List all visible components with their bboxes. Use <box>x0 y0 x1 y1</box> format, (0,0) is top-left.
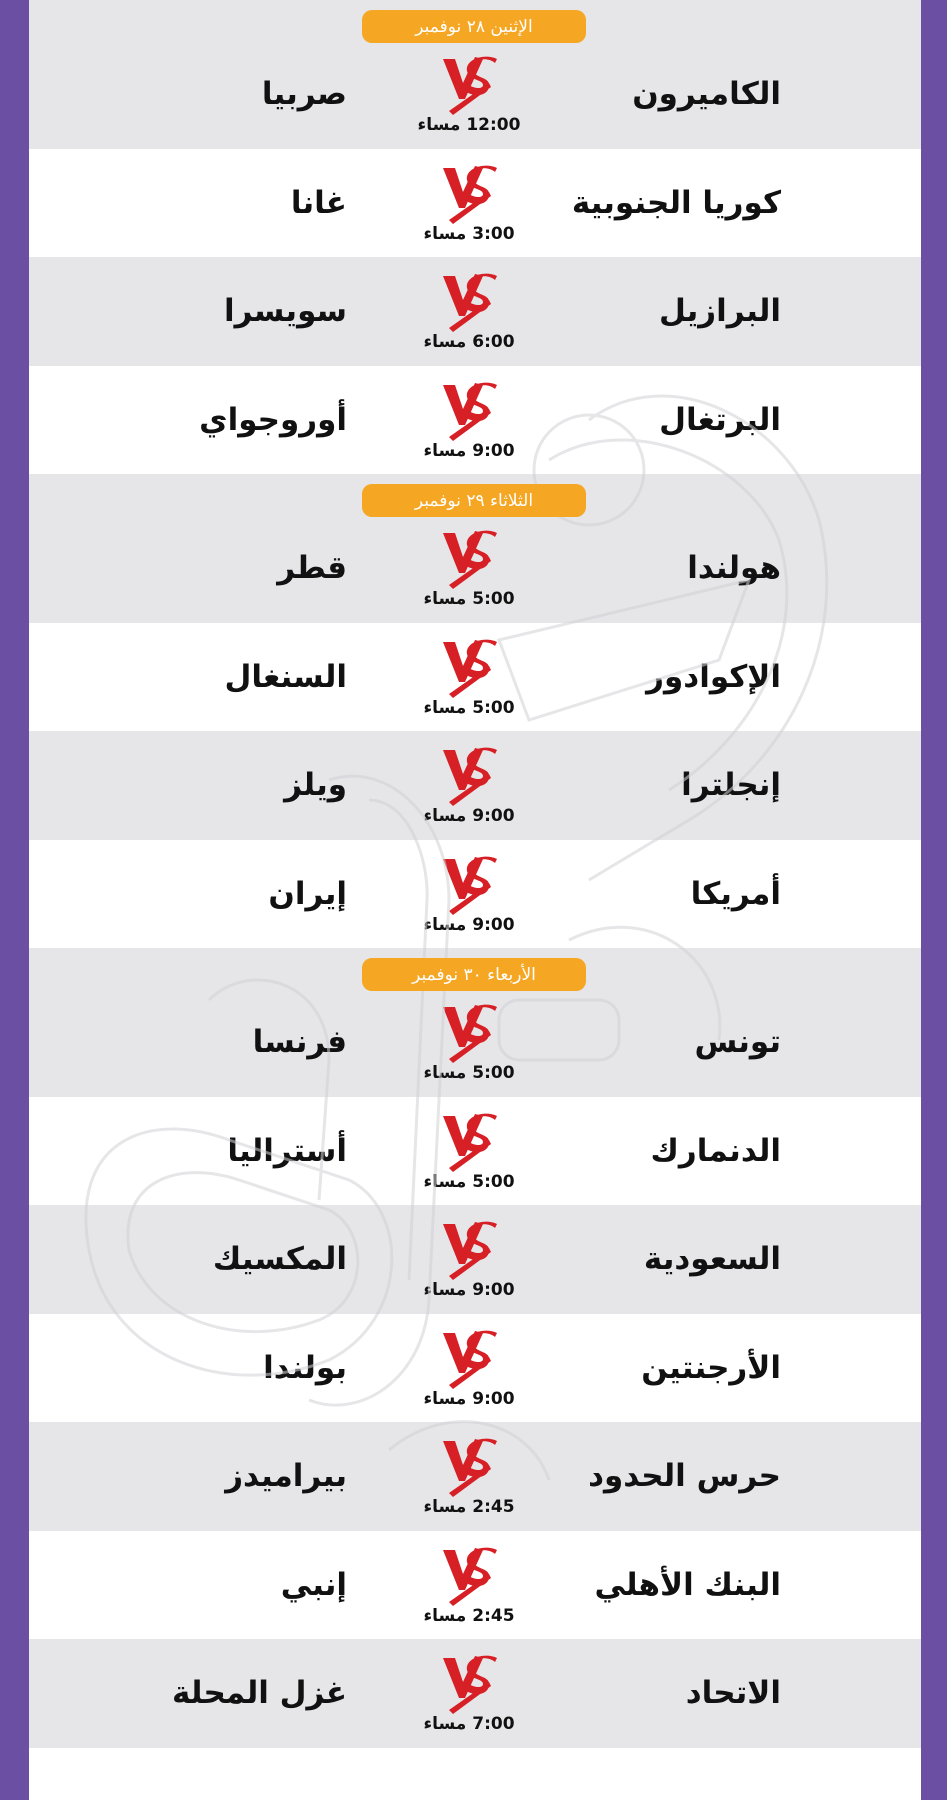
day-header: الثلاثاء ٢٩ نوفمبر <box>362 484 586 517</box>
versus-badge <box>409 1531 529 1640</box>
match-time: 9:00 مساء <box>423 1280 515 1301</box>
home-team: تونس <box>694 1024 781 1061</box>
home-team: الإكوادور <box>646 658 781 695</box>
schedule-sheet <box>29 0 921 1800</box>
match-row <box>29 366 921 475</box>
versus-badge <box>409 988 529 1097</box>
day-header: الأربعاء ٣٠ نوفمبر <box>362 958 586 991</box>
vs-icon <box>439 1218 499 1282</box>
away-team: فرنسا <box>252 1024 347 1061</box>
match-row <box>29 1531 921 1640</box>
home-team: حرس الحدود <box>588 1458 781 1495</box>
home-team: كوريا الجنوبية <box>571 184 781 221</box>
home-team: البرتغال <box>659 401 781 438</box>
match-row <box>29 1097 921 1206</box>
versus-badge <box>409 623 529 732</box>
home-team: إنجلترا <box>681 767 781 804</box>
vs-icon <box>439 1110 499 1174</box>
match-time: 5:00 مساء <box>423 1171 515 1192</box>
home-team: البنك الأهلي <box>594 1566 781 1603</box>
vs-icon <box>439 853 499 917</box>
match-row <box>29 623 921 732</box>
match-time: 2:45 مساء <box>423 1497 515 1518</box>
away-team: بيراميدز <box>225 1458 347 1495</box>
match-time: 6:00 مساء <box>423 332 515 353</box>
versus-badge <box>409 1314 529 1423</box>
versus-badge <box>409 840 529 949</box>
home-team: هولندا <box>687 550 781 587</box>
home-team: أمريكا <box>690 875 781 912</box>
match-time: 9:00 مساء <box>423 440 515 461</box>
vs-icon <box>439 744 499 808</box>
home-team: الأرجنتين <box>641 1349 781 1386</box>
match-time: 3:00 مساء <box>423 223 515 244</box>
match-time: 9:00 مساء <box>423 914 515 935</box>
home-team: السعودية <box>643 1241 781 1278</box>
match-time: 2:45 مساء <box>423 1605 515 1626</box>
vs-icon <box>439 270 499 334</box>
match-row <box>29 1314 921 1423</box>
vs-icon <box>439 1544 499 1608</box>
match-row <box>29 840 921 949</box>
vs-icon <box>439 1327 499 1391</box>
match-row <box>29 257 921 366</box>
vs-icon <box>439 636 499 700</box>
away-team: أستراليا <box>227 1132 347 1169</box>
match-row <box>29 731 921 840</box>
versus-badge <box>409 731 529 840</box>
away-team: غزل المحلة <box>172 1675 347 1712</box>
home-team: الاتحاد <box>685 1675 781 1712</box>
versus-badge <box>409 1422 529 1531</box>
vs-icon <box>439 1435 499 1499</box>
vs-icon <box>439 527 499 591</box>
versus-badge <box>409 1097 529 1206</box>
away-team: السنغال <box>224 658 347 695</box>
versus-badge <box>409 514 529 623</box>
match-time: 9:00 مساء <box>423 1388 515 1409</box>
away-team: صربيا <box>261 76 347 113</box>
away-team: سويسرا <box>223 293 347 330</box>
match-time: 5:00 مساء <box>423 1063 515 1084</box>
vs-icon <box>439 162 499 226</box>
away-team: إيران <box>268 875 347 912</box>
home-team: البرازيل <box>659 293 781 330</box>
away-team: ويلز <box>284 767 347 804</box>
match-time: 9:00 مساء <box>423 806 515 827</box>
versus-badge <box>409 1639 529 1748</box>
match-time: 7:00 مساء <box>423 1714 515 1735</box>
versus-badge <box>409 40 529 149</box>
vs-icon <box>439 1001 499 1065</box>
match-time: 5:00 مساء <box>423 697 515 718</box>
versus-badge <box>409 149 529 258</box>
match-row <box>29 1205 921 1314</box>
home-team: الدنمارك <box>650 1132 781 1169</box>
match-time: 12:00 مساء <box>417 115 521 136</box>
versus-badge <box>409 366 529 475</box>
match-row <box>29 149 921 258</box>
away-team: غانا <box>290 184 347 221</box>
versus-badge <box>409 257 529 366</box>
day-header: الإثنين ٢٨ نوفمبر <box>362 10 586 43</box>
vs-icon <box>439 379 499 443</box>
away-team: قطر <box>277 550 347 587</box>
vs-icon <box>439 1652 499 1716</box>
match-time: 5:00 مساء <box>423 589 515 610</box>
match-row <box>29 1639 921 1748</box>
match-row <box>29 1422 921 1531</box>
home-team: الكاميرون <box>632 76 781 113</box>
away-team: أوروجواي <box>199 401 347 438</box>
away-team: بولندا <box>263 1349 347 1386</box>
vs-icon <box>439 53 499 117</box>
away-team: المكسيك <box>212 1241 347 1278</box>
versus-badge <box>409 1205 529 1314</box>
away-team: إنبي <box>280 1566 347 1603</box>
